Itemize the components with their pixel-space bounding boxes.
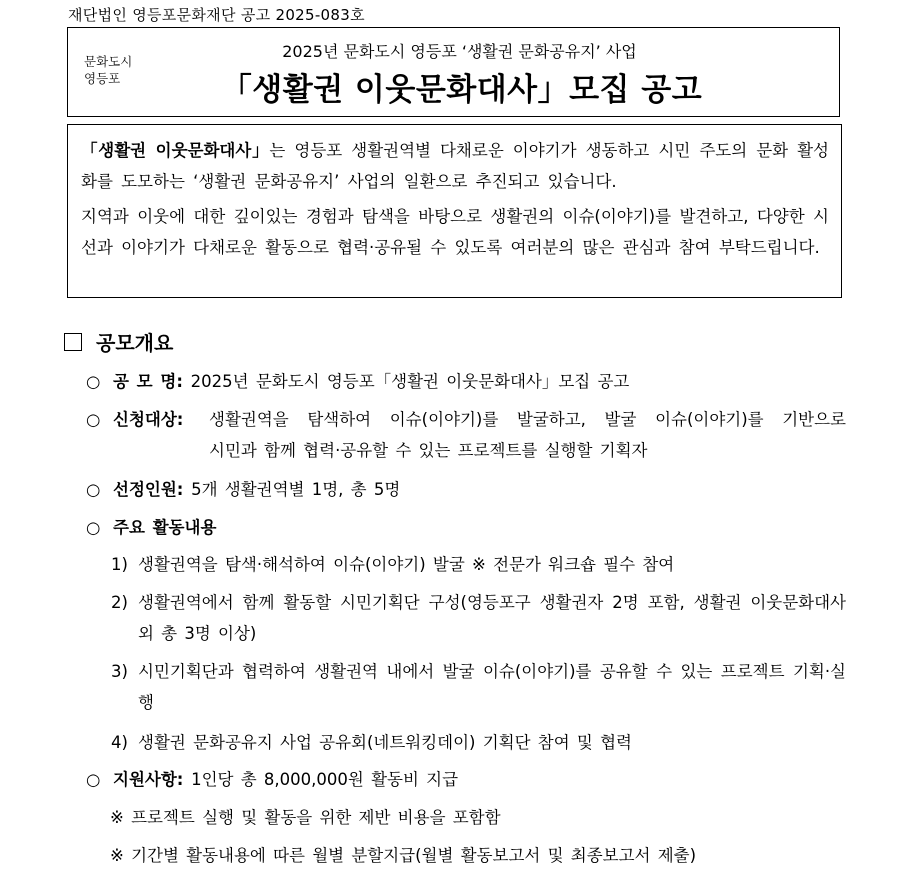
section-heading-label: 공모개요 [96,331,174,355]
item-name-label: 공 모 명 [113,372,177,391]
activity-text: 생활권역을 탐색·해석하여 이슈(이야기) 발굴 ※ 전문가 워크숍 필수 참여 [138,555,675,574]
intro-paragraph-2: 지역과 이웃에 대한 깊이있는 경험과 탐색을 바탕으로 생활권의 이슈(이야기)를 발견하고, 다양한 시선과 이야기가 다채로운 활동으로 협력·공유될 수 있도록 여러분의 많은 관심과 참여 부탁드립니다. [81,207,829,257]
activity-number: 4) [111,733,128,752]
item-activities [86,512,216,543]
bullet-icon: ○ [86,410,101,429]
activity-text: 생활권 문화공유지 사업 공유회(네트워킹데이) 기획단 참여 및 협력 [138,733,632,752]
item-target: ○ 신청대상: 생활권역을 탐색하여 이슈(이야기)를 발굴하고, 발굴 이슈(이야기)를 기반으로 시민과 함께 협력·공유할 수 있는 프로젝트를 실행할 기획자 [86,404,846,466]
item-support: ○ 지원사항: 1인당 총 8,000,000원 활동비 지급 [86,764,458,795]
logo-line-1: 문화도시 [84,54,133,69]
item-count-label: 선정인원 [113,480,177,499]
title-box [67,27,840,117]
activity-number: 1) [111,555,128,574]
section-heading [64,327,173,356]
logo-line-2: 영등포 [84,71,121,86]
notice-number: 재단법인 영등포문화재단 공고 2025-083호 [68,6,365,24]
item-count: ○ 선정인원: 5개 생활권역별 1명, 총 5명 [86,474,400,505]
item-name: ○ 공 모 명: 2025년 문화도시 영등포「생활권 이웃문화대사」모집 공고 [86,366,629,397]
activity-item [111,656,846,718]
intro-program-name: 「생활권 이웃문화대사」 [81,141,270,160]
bullet-icon: ○ [86,480,101,499]
activity-number: 2) [111,593,128,612]
page-title: 「생활권 이웃문화대사」모집 공고 [220,72,703,108]
bullet-icon: ○ [86,770,101,789]
intro-paragraph-1-text: 는 영등포 생활권역별 다채로운 이야기가 생동하고 시민 주도의 문화 활성화를 도모하는 ‘생활권 문화공유지’ 사업의 일환으로 추진되고 있습니다. [81,141,829,191]
bullet-icon: ○ [86,372,101,391]
activity-item [111,727,846,758]
item-support-label: 지원사항 [113,770,177,789]
item-count-value: 5개 생활권역별 1명, 총 5명 [191,480,401,499]
item-target-value-1: 생활권역을 탐색하여 이슈(이야기)를 발굴하고, 발굴 이슈(이야기)를 기반으로 [209,410,846,429]
activity-text: 생활권역에서 함께 활동할 시민기획단 구성(영등포구 생활권자 2명 포함, 생활권 이웃문화대사 외 총 3명 이상) [138,593,846,643]
intro-paragraph-1 [81,135,829,197]
item-name-value: 2025년 문화도시 영등포「생활권 이웃문화대사」모집 공고 [190,372,630,391]
subtitle: 2025년 문화도시 영등포 ‘생활권 문화공유지’ 사업 [282,42,637,61]
item-target-value-2: 시민과 함께 협력·공유할 수 있는 프로젝트를 실행할 기획자 [209,441,648,460]
activity-text: 시민기획단과 협력하여 생활권역 내에서 발굴 이슈(이야기)를 공유할 수 있는 프로젝트 기획·실행 [138,662,846,712]
item-support-value: 1인당 총 8,000,000원 활동비 지급 [191,770,459,789]
activity-item [111,549,846,580]
item-target-label: 신청대상 [113,410,177,429]
intro-box [67,124,842,298]
bullet-icon: ○ [86,518,101,537]
item-activities-label: 주요 활동내용 [113,518,217,537]
support-note: ※ 프로젝트 실행 및 활동을 위한 제반 비용을 포함함 [110,808,501,827]
checkbox-icon [64,333,82,351]
activity-number: 3) [111,662,128,681]
support-note: ※ 기간별 활동내용에 따른 월별 분할지급(월별 활동보고서 및 최종보고서 제출) [110,846,697,865]
activity-item [111,587,846,649]
